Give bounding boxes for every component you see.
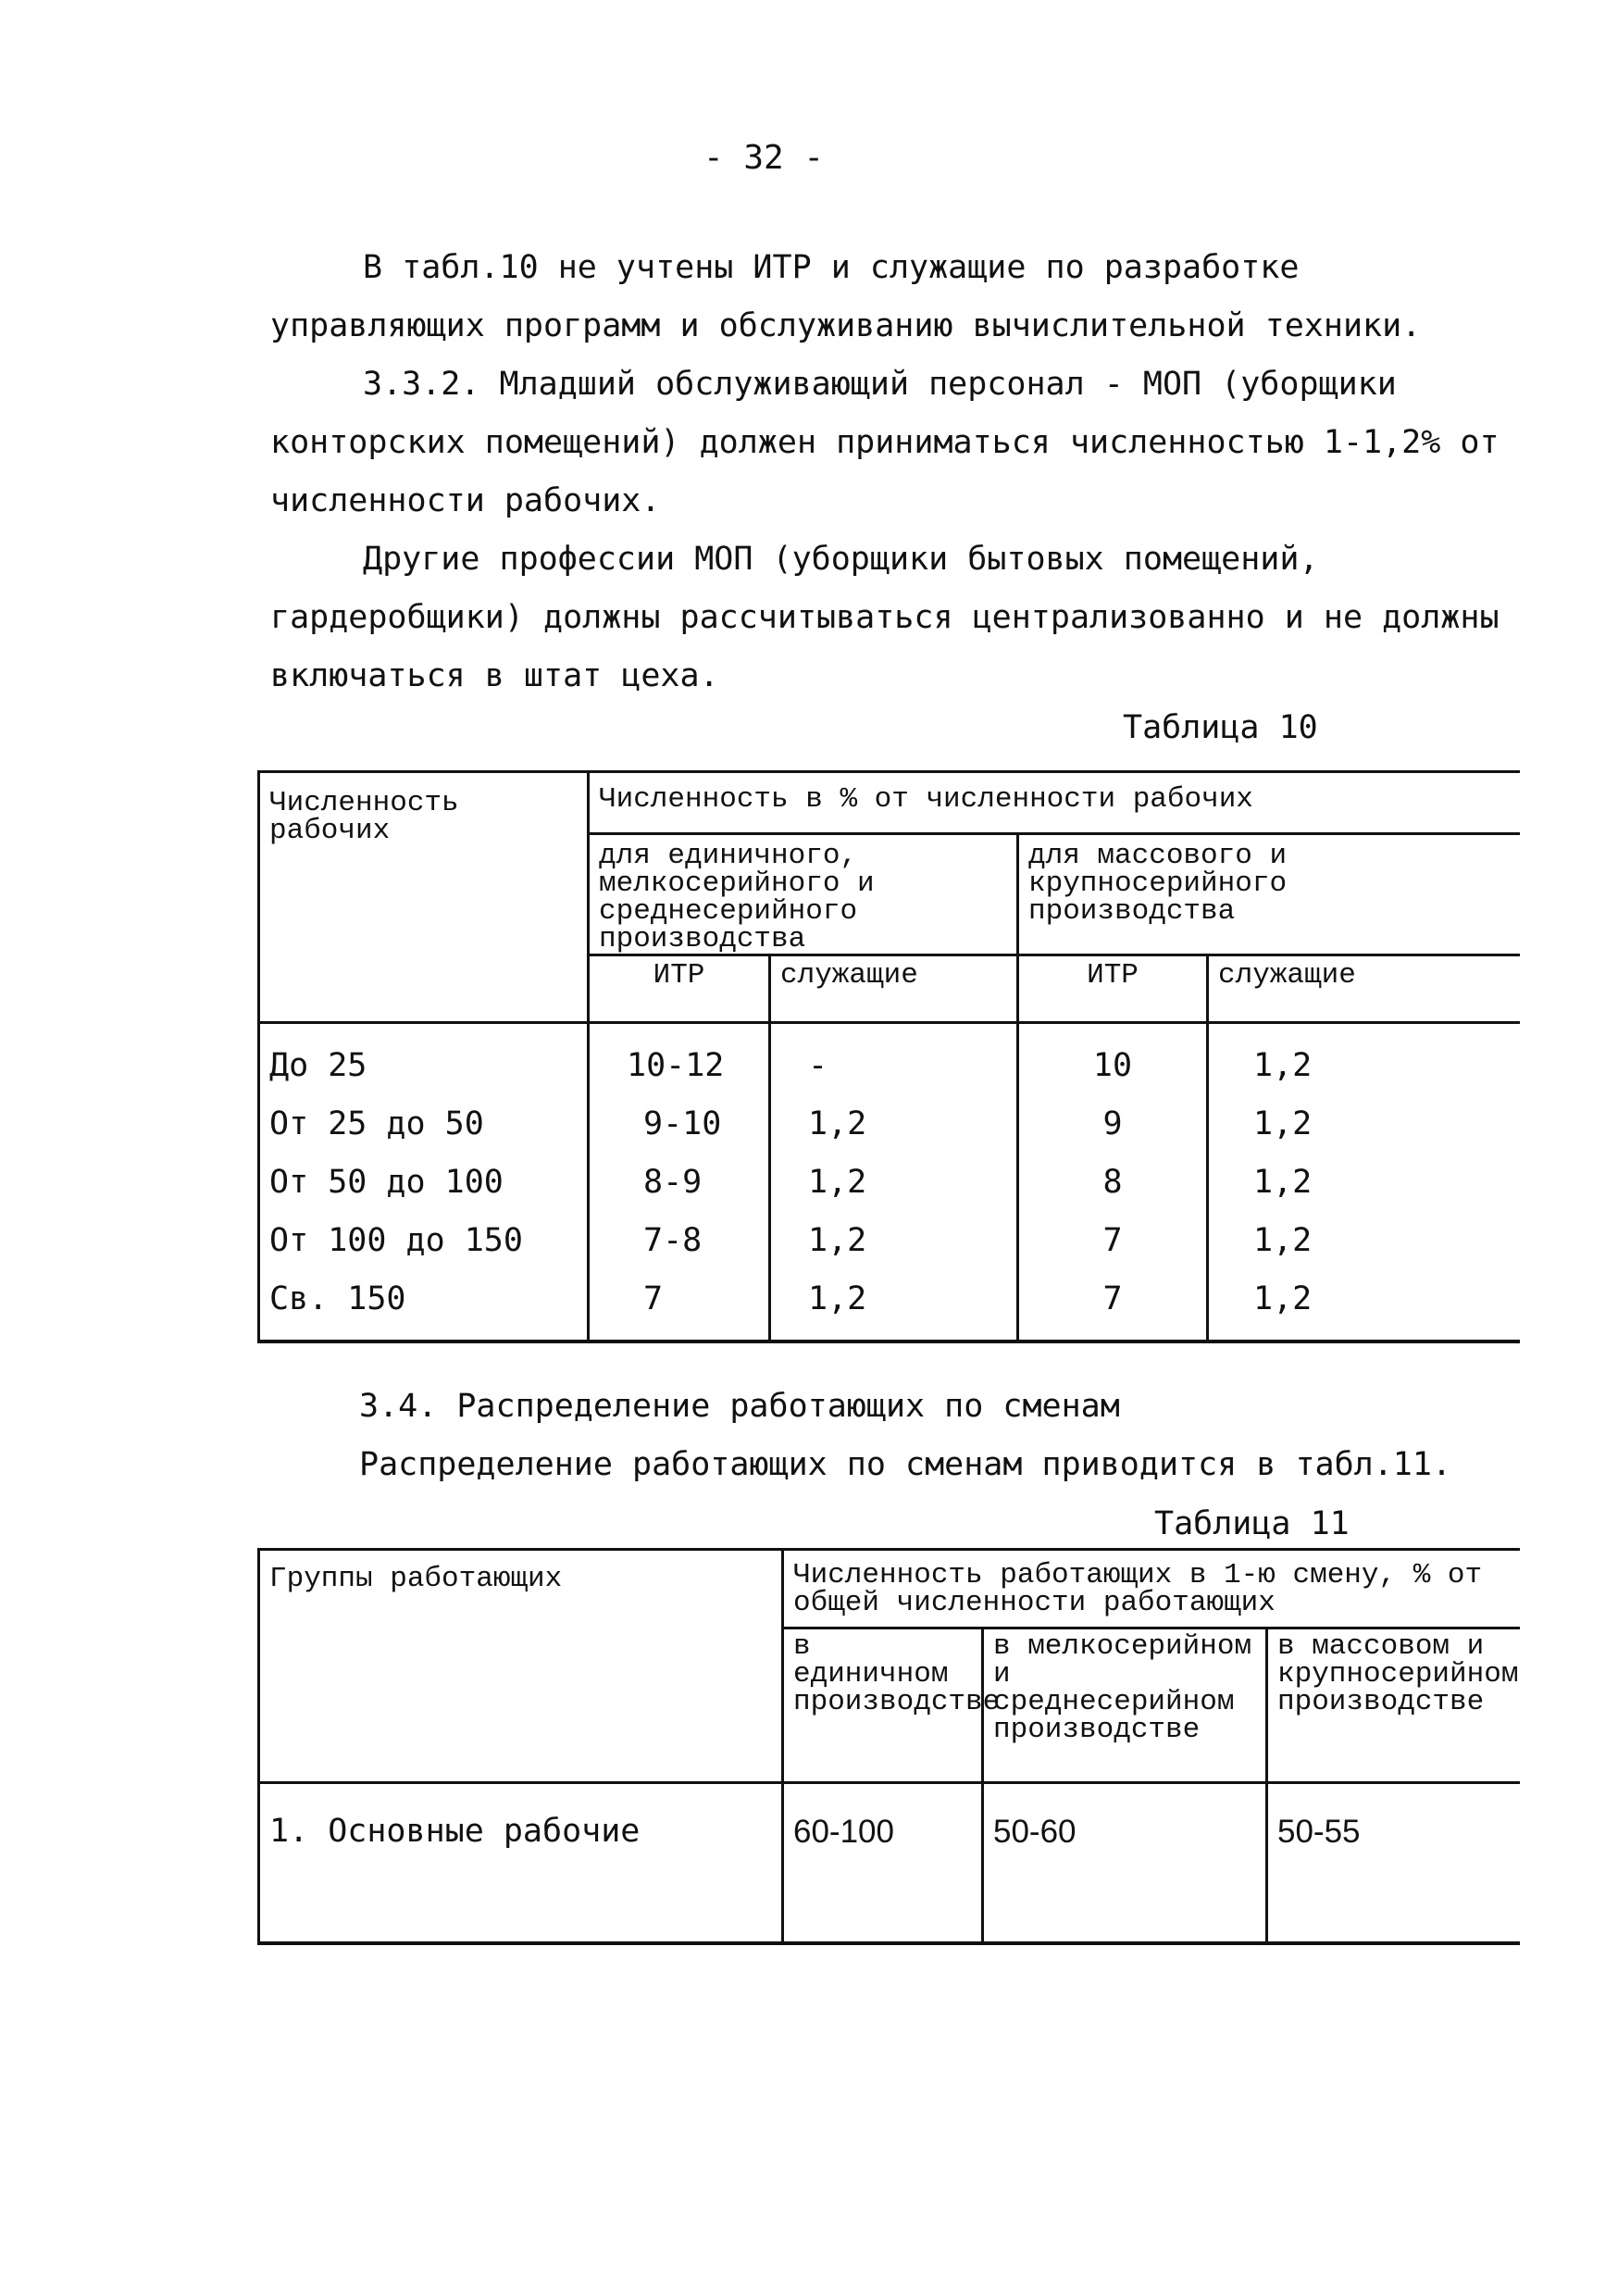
cell-value: 1,2	[808, 1222, 867, 1259]
header-group-mass-serial: для массового и крупносерийного производства	[1018, 834, 1520, 955]
cell-value: 1,2	[808, 1105, 867, 1142]
row-label: От 100 до 150	[269, 1222, 523, 1259]
row-label: От 25 до 50	[269, 1105, 484, 1142]
row-label: До 25	[269, 1047, 367, 1084]
employees-a-column	[770, 1023, 1018, 1342]
cell-value: 7-8	[643, 1222, 703, 1259]
cell-value: 9	[1102, 1105, 1123, 1142]
header-share-first-shift: Численность работающих в 1-ю смену, % от общей численности работающих	[783, 1550, 1520, 1628]
cell-value: 10-12	[627, 1047, 725, 1084]
header-employees-a: служащие	[770, 955, 1018, 1023]
cell-value: 1,2	[1253, 1280, 1313, 1317]
section-3-4-text: Распределение работающих по сменам приводится в табл.11.	[359, 1446, 1452, 1483]
workers-column	[259, 1023, 589, 1342]
table-11	[257, 1548, 1520, 1945]
cell-value: 1,2	[1253, 1222, 1313, 1259]
header-workers: Численность рабочих	[259, 772, 589, 1023]
table11-caption: Таблица 11	[1154, 1505, 1350, 1542]
header-itr-a: ИТР	[589, 955, 770, 1023]
cell-value: 60-100	[783, 1783, 983, 1944]
header-mass-serial: в массовом и крупносерийном производстве	[1267, 1628, 1520, 1783]
cell-value: 50-55	[1267, 1783, 1520, 1944]
header-group-single-small-serial: для единичного, мелкосерийного и среднесерийного производства	[589, 834, 1018, 955]
cell-value: 8-9	[643, 1164, 703, 1201]
header-itr-b: ИТР	[1018, 955, 1208, 1023]
cell-value: 9-10	[643, 1105, 722, 1142]
cell-value: 1,2	[1253, 1105, 1313, 1142]
itr-b-column	[1018, 1023, 1208, 1342]
table-10	[257, 770, 1520, 1343]
row-label: От 50 до 100	[269, 1164, 504, 1201]
cell-value: 7	[1102, 1222, 1123, 1259]
header-single: в единичном производстве	[783, 1628, 983, 1783]
header-employees-b: служащие	[1208, 955, 1520, 1023]
row-label: Св. 150	[269, 1280, 406, 1317]
paragraph-3-3-2: 3.3.2. Младший обслуживающий персонал - МОП (уборщики конторских помещений) должен приниматься численностью 1-1,2% от численности рабочих.	[270, 366, 1500, 519]
section-3-4-title: 3.4. Распределение работающих по сменам	[359, 1388, 1120, 1425]
cell-value: -	[808, 1047, 828, 1084]
cell-value: 1,2	[808, 1164, 867, 1201]
cell-value: 7	[1102, 1280, 1123, 1317]
header-percent: Численность в % от численности рабочих	[589, 772, 1520, 834]
header-groups: Группы работающих	[259, 1550, 783, 1783]
page-number: - 32 -	[703, 139, 825, 177]
employees-b-column	[1208, 1023, 1520, 1342]
group-label: 1. Основные рабочие	[259, 1783, 783, 1944]
cell-value: 1,2	[1253, 1164, 1313, 1201]
cell-value: 1,2	[1253, 1047, 1313, 1084]
cell-value: 8	[1102, 1164, 1123, 1201]
paragraph-note: В табл.10 не учтены ИТР и служащие по разработке управляющих программ и обслуживанию вычислительной техники.	[270, 249, 1422, 344]
header-small-medium-serial: в мелкосерийном и среднесерийном производстве	[983, 1628, 1267, 1783]
paragraph-other-professions: Другие профессии МОП (уборщики бытовых помещений, гардеробщики) должны рассчитываться централизованно и не должны включаться в штат цеха.	[270, 541, 1500, 694]
itr-a-column	[589, 1023, 770, 1342]
cell-value: 10	[1092, 1047, 1133, 1084]
cell-value: 50-60	[983, 1783, 1267, 1944]
cell-value: 7	[643, 1280, 664, 1317]
cell-value: 1,2	[808, 1280, 867, 1317]
table10-caption: Таблица 10	[1123, 709, 1318, 746]
